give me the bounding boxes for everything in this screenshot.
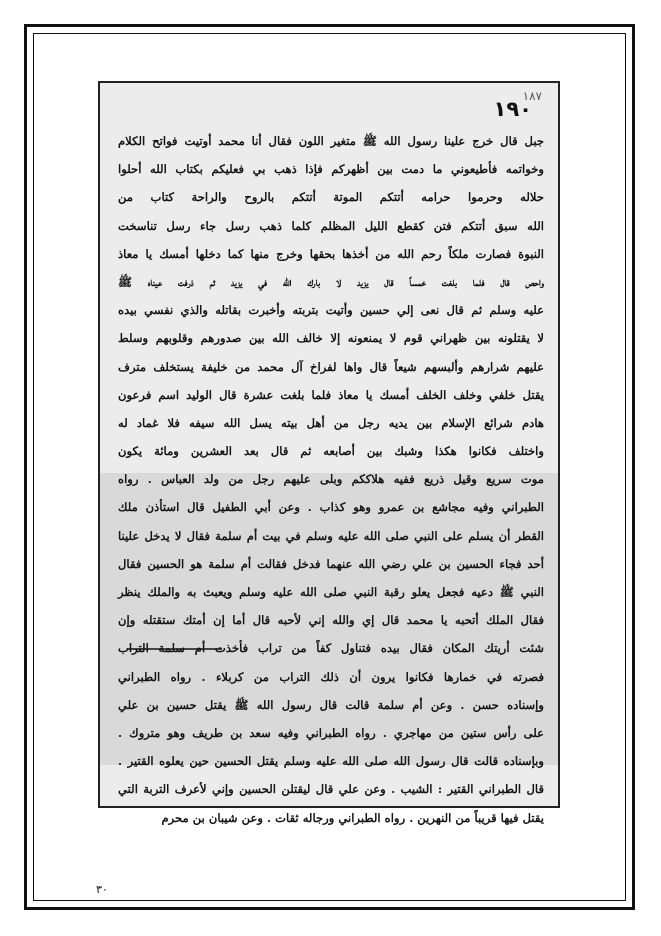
text-line: قال الطبراني القتير : الشيب . وعن علي قال ليقتلن الحسين وإني لأعرف التربة التي: [118, 782, 544, 797]
text-line: واختلف فكانوا هكذا وشبك بين أصابعه ثم قال بعد العشرين ومائة يكون: [118, 444, 544, 459]
text-line: أحد فجاء الحسين بن علي رضي الله عنهما فدخل فقالت أم سلمة هو الحسين فقال: [118, 556, 544, 571]
text-line: يقتل خلفي وخلف الخلف أمسك يا معاذ فلما بلغت عشرة قال الوليد اسم فرعون: [118, 387, 544, 402]
text-line: النبي ﷺ دعيه فجعل يعلو رقبة النبي صلى الله عليه وسلم ويعبث به والملك ينظر: [118, 585, 544, 599]
text-line: موت سريع وقيل ذريع ففيه هلاككم وبلى عليهم رجل من ولد العباس . رواه: [118, 472, 544, 487]
scan-page-number-faint: ١٨٧: [522, 89, 542, 103]
text-line: عليهم شرارهم وألبسهم شيعاً قال واها لفراخ آل محمد من خليفة يستخلف مترف: [118, 359, 544, 374]
text-line: يقتل فيها قريباً من النهرين . رواه الطبراني ورجاله ثقات . وعن شيبان بن محرم: [161, 810, 544, 825]
scanned-book-page: [98, 81, 560, 825]
text-line: عليه وسلم ثم قال نعى إلي حسين وأتيت بتربته وأخبرت بقاتله والذي نفسي بيده: [118, 303, 544, 318]
text-line: واحص قال فلما بلغت خمساً قال يزيد لا بارك الله في يزيد ثم ذرفت عيناه ﷺ: [118, 274, 544, 289]
text-line: فقال الملك أتحبه يا محمد قال إي والله إني لأحبه قال أما إن أمتك ستقتله وإن: [118, 613, 544, 628]
text-line: الله سبق أتتكم فتن كقطع الليل المظلم كلما ذهب رسل جاء رسل تناسخت: [118, 218, 544, 233]
text-line: وخواتمه فأطيعوني ما دمت بين أظهركم فإذا ذهب بي فعليكم بكتاب الله أحلوا: [118, 162, 544, 177]
scan-page-number: ١٩٠: [493, 97, 532, 121]
text-line: فصرته في خمارها فكانوا يرون أن ذلك التراب من كربلاء . رواه الطبراني: [118, 669, 544, 684]
text-line: جبل قال خرج علينا رسول الله ﷺ متغير اللون فقال أنا محمد أوتيت فواتح الكلام: [118, 134, 544, 148]
arabic-text-body: [118, 127, 544, 832]
text-line: وإسناده حسن . وعن أم سلمة قالت قال رسول الله ﷺ يقتل حسين بن علي: [118, 697, 544, 712]
text-line: لا يقتلونه بين ظهراني قوم لا يمنعونه إلا خالف الله بين صدورهم وقلوبهم وسلط: [118, 331, 544, 346]
text-line: هادم شرائع الإسلام بين يديه رجل من أهل بيته يسل الله سيفه فلا غماد له: [118, 415, 544, 430]
text-line: على رأس ستين من مهاجري . رواه الطبراني وفيه سعد بن طريف وهو متروك .: [118, 725, 544, 740]
text-line: النبوة فصارت ملكاً رحم الله من أخذها بحقها وخرج منها كما دخلها أمسك يا معاذ: [118, 246, 544, 261]
text-line: حلاله وحرموا حرامه أتتكم الموتة أتتكم بالروح والراحة كتاب من: [118, 190, 544, 205]
text-line: الطبراني وفيه مجاشع بن عمرو وهو كذاب . وعن أبي الطفيل قال استأذن ملك: [118, 500, 544, 515]
text-line: شئت أريتك المكان فقال بيده فتناول كفاً من تراب فأخذت أم سلمة التراب: [118, 641, 544, 656]
text-line: وبإسناده قالت قال رسول الله صلى الله عليه وسلم يقتل الحسين حين يعلوه القتير .: [118, 754, 544, 769]
footer-page-number: ٣٠: [96, 883, 108, 896]
text-line: القطر أن يسلم على النبي صلى الله عليه وسلم في بيت أم سلمة فقال لا يدخل علينا: [118, 528, 544, 543]
